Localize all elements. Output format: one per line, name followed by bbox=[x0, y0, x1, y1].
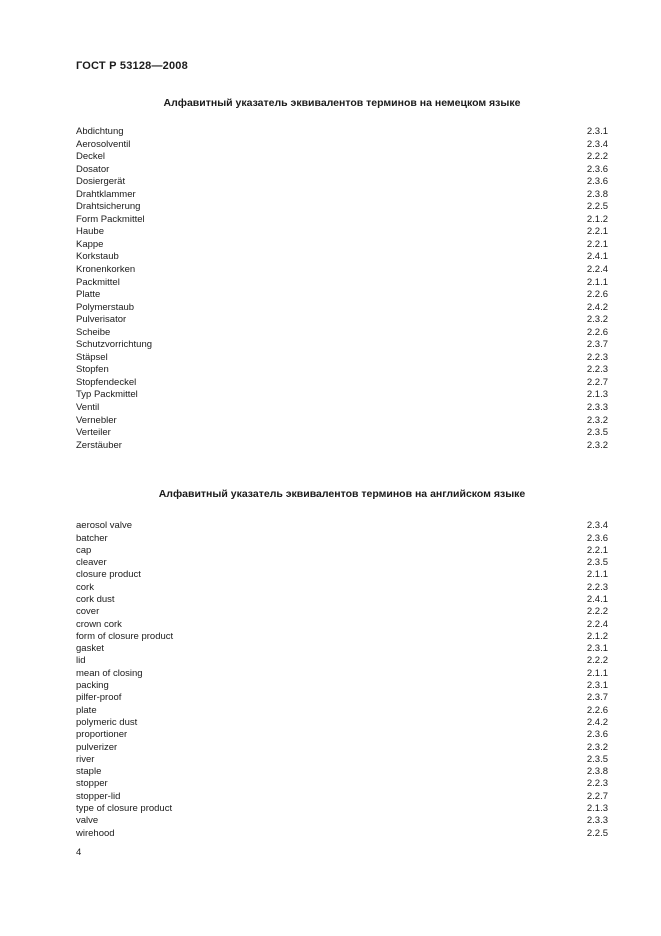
term-ref: 2.1.3 bbox=[586, 389, 608, 401]
index-row bbox=[76, 226, 608, 239]
index-row bbox=[76, 264, 608, 277]
term-ref: 2.3.2 bbox=[586, 414, 608, 426]
index-row bbox=[76, 803, 608, 815]
term-label: Abdichtung bbox=[76, 126, 124, 137]
term-label: packing bbox=[76, 680, 109, 692]
index-row bbox=[76, 545, 608, 557]
term-label: Polymerstaub bbox=[76, 301, 135, 313]
index-row bbox=[76, 692, 608, 704]
term-ref: 2.3.6 bbox=[586, 176, 608, 188]
term-label: Stopfendeckel bbox=[76, 376, 137, 388]
term-label: mean of closing bbox=[76, 667, 143, 679]
index-row bbox=[76, 352, 608, 365]
index-row bbox=[76, 151, 608, 164]
term-label: Stopfen bbox=[76, 364, 109, 376]
term-label: stopper-lid bbox=[76, 790, 121, 802]
term-ref: 2.4.1 bbox=[586, 594, 608, 605]
section-title-english: Алфавитный указатель эквивалентов терминов на английском языке bbox=[158, 488, 526, 501]
term-label: Schutzvorrichtung bbox=[76, 339, 153, 351]
index-section-english bbox=[76, 488, 608, 840]
index-row bbox=[76, 126, 608, 139]
term-ref: 2.4.1 bbox=[586, 251, 608, 263]
section-title-german: Алфавитный указатель эквивалентов терминов на немецком языке bbox=[163, 97, 521, 109]
index-list-english bbox=[76, 520, 608, 840]
term-ref: 2.1.1 bbox=[586, 667, 608, 679]
term-ref: 2.1.2 bbox=[586, 213, 608, 225]
term-label: stopper bbox=[76, 778, 108, 790]
term-label: cleaver bbox=[76, 557, 107, 569]
term-label: Dosiergerät bbox=[76, 176, 126, 188]
index-row bbox=[76, 214, 608, 227]
term-ref: 2.1.1 bbox=[586, 276, 608, 288]
term-ref: 2.3.6 bbox=[586, 729, 608, 741]
term-label: cork bbox=[76, 581, 94, 593]
term-label: closure product bbox=[76, 569, 141, 581]
term-ref: 2.3.3 bbox=[586, 402, 608, 414]
term-ref: 2.2.2 bbox=[586, 151, 608, 163]
term-ref: 2.3.1 bbox=[586, 126, 608, 137]
document-number: ГОСТ Р 53128—2008 bbox=[76, 60, 188, 72]
term-label: polymeric dust bbox=[76, 716, 138, 728]
term-label: type of closure product bbox=[76, 803, 173, 815]
term-ref: 2.2.3 bbox=[586, 351, 608, 363]
term-label: aerosol valve bbox=[76, 520, 132, 532]
index-row bbox=[76, 176, 608, 189]
term-ref: 2.2.5 bbox=[586, 827, 608, 839]
term-ref: 2.2.3 bbox=[586, 581, 608, 593]
term-ref: 2.3.2 bbox=[586, 741, 608, 753]
term-label: Stäpsel bbox=[76, 351, 108, 363]
index-row bbox=[76, 164, 608, 177]
term-label: cork dust bbox=[76, 594, 115, 605]
term-label: Scheibe bbox=[76, 326, 111, 338]
index-row bbox=[76, 815, 608, 827]
index-row bbox=[76, 364, 608, 377]
term-ref: 2.3.6 bbox=[586, 532, 608, 544]
term-label: Deckel bbox=[76, 151, 106, 163]
index-section-german bbox=[76, 97, 608, 452]
index-row bbox=[76, 778, 608, 790]
index-row bbox=[76, 557, 608, 569]
term-label: crown cork bbox=[76, 618, 122, 630]
term-label: plate bbox=[76, 704, 97, 716]
term-label: Korkstaub bbox=[76, 251, 119, 263]
term-label: Zerstäuber bbox=[76, 439, 122, 451]
term-ref: 2.2.7 bbox=[586, 790, 608, 802]
term-label: Haube bbox=[76, 226, 104, 238]
term-ref: 2.2.7 bbox=[586, 376, 608, 388]
term-label: Verteiler bbox=[76, 427, 111, 439]
index-row bbox=[76, 828, 608, 840]
term-ref: 2.4.2 bbox=[586, 301, 608, 313]
term-ref: 2.2.3 bbox=[586, 364, 608, 376]
term-label: proportioner bbox=[76, 729, 128, 741]
term-ref: 2.2.6 bbox=[586, 289, 608, 301]
index-row bbox=[76, 389, 608, 402]
term-ref: 2.2.1 bbox=[586, 238, 608, 250]
term-ref: 2.2.2 bbox=[586, 655, 608, 667]
term-label: Ventil bbox=[76, 402, 100, 414]
term-ref: 2.3.4 bbox=[586, 138, 608, 150]
term-ref: 2.3.7 bbox=[586, 339, 608, 351]
index-row bbox=[76, 668, 608, 680]
index-row bbox=[76, 415, 608, 428]
index-row bbox=[76, 742, 608, 754]
index-row bbox=[76, 655, 608, 667]
term-label: lid bbox=[76, 655, 86, 667]
index-row bbox=[76, 189, 608, 202]
term-ref: 2.3.5 bbox=[586, 427, 608, 439]
term-ref: 2.3.2 bbox=[586, 314, 608, 326]
index-row bbox=[76, 791, 608, 803]
term-label: Kappe bbox=[76, 238, 104, 250]
term-ref: 2.1.1 bbox=[586, 569, 608, 581]
term-label: Aerosolventil bbox=[76, 138, 131, 150]
term-ref: 2.3.3 bbox=[586, 815, 608, 827]
term-ref: 2.2.1 bbox=[586, 226, 608, 238]
term-ref: 2.3.1 bbox=[586, 643, 608, 655]
term-ref: 2.2.6 bbox=[586, 326, 608, 338]
index-row bbox=[76, 582, 608, 594]
index-row bbox=[76, 427, 608, 440]
index-row bbox=[76, 729, 608, 741]
index-row bbox=[76, 766, 608, 778]
term-ref: 2.1.2 bbox=[586, 630, 608, 642]
term-ref: 2.3.6 bbox=[586, 163, 608, 175]
index-row bbox=[76, 277, 608, 290]
term-ref: 2.4.2 bbox=[586, 716, 608, 728]
index-row bbox=[76, 594, 608, 606]
term-ref: 2.3.5 bbox=[586, 753, 608, 765]
term-label: Typ Packmittel bbox=[76, 389, 138, 401]
term-label: cap bbox=[76, 544, 92, 556]
term-label: Vernebler bbox=[76, 414, 117, 426]
index-row bbox=[76, 239, 608, 252]
term-label: Dosator bbox=[76, 163, 110, 175]
index-row bbox=[76, 754, 608, 766]
term-ref: 2.3.8 bbox=[586, 766, 608, 778]
term-label: Drahtklammer bbox=[76, 188, 136, 200]
index-row bbox=[76, 139, 608, 152]
term-ref: 2.2.5 bbox=[586, 201, 608, 213]
index-row bbox=[76, 440, 608, 453]
index-row bbox=[76, 680, 608, 692]
term-ref: 2.3.8 bbox=[586, 188, 608, 200]
term-label: Pulverisator bbox=[76, 314, 127, 326]
term-ref: 2.3.5 bbox=[586, 557, 608, 569]
index-row bbox=[76, 705, 608, 717]
index-row bbox=[76, 643, 608, 655]
term-label: valve bbox=[76, 815, 99, 827]
index-row bbox=[76, 302, 608, 315]
term-ref: 2.2.3 bbox=[586, 778, 608, 790]
index-row bbox=[76, 569, 608, 581]
term-ref: 2.2.4 bbox=[586, 264, 608, 276]
index-row bbox=[76, 201, 608, 214]
term-label: form of closure product bbox=[76, 630, 174, 642]
term-label: Kronenkorken bbox=[76, 264, 136, 276]
term-ref: 2.2.6 bbox=[586, 704, 608, 716]
term-ref: 2.2.2 bbox=[586, 606, 608, 618]
index-row bbox=[76, 289, 608, 302]
index-row bbox=[76, 606, 608, 618]
term-label: pilfer-proof bbox=[76, 692, 122, 704]
index-list-german bbox=[76, 126, 608, 452]
index-row bbox=[76, 402, 608, 415]
index-row bbox=[76, 631, 608, 643]
term-label: staple bbox=[76, 766, 102, 778]
index-row bbox=[76, 339, 608, 352]
index-row bbox=[76, 251, 608, 264]
term-label: Form Packmittel bbox=[76, 213, 145, 225]
index-row bbox=[76, 314, 608, 327]
term-ref: 2.1.3 bbox=[586, 803, 608, 815]
term-label: river bbox=[76, 753, 95, 765]
index-row bbox=[76, 717, 608, 729]
index-row bbox=[76, 520, 608, 532]
term-label: pulverizer bbox=[76, 741, 118, 753]
term-ref: 2.3.4 bbox=[586, 520, 608, 532]
term-label: cover bbox=[76, 606, 100, 618]
term-ref: 2.2.1 bbox=[586, 544, 608, 556]
index-row bbox=[76, 533, 608, 545]
term-label: batcher bbox=[76, 532, 108, 544]
index-row bbox=[76, 327, 608, 340]
term-label: gasket bbox=[76, 643, 104, 655]
term-label: wirehood bbox=[76, 827, 115, 839]
term-ref: 2.3.1 bbox=[586, 680, 608, 692]
page-number: 4 bbox=[76, 846, 82, 858]
term-label: Drahtsicherung bbox=[76, 201, 141, 213]
index-row bbox=[76, 377, 608, 390]
term-label: Platte bbox=[76, 289, 101, 301]
term-label: Packmittel bbox=[76, 276, 120, 288]
term-ref: 2.3.2 bbox=[586, 439, 608, 451]
term-ref: 2.2.4 bbox=[586, 618, 608, 630]
index-row bbox=[76, 619, 608, 631]
term-ref: 2.3.7 bbox=[586, 692, 608, 704]
